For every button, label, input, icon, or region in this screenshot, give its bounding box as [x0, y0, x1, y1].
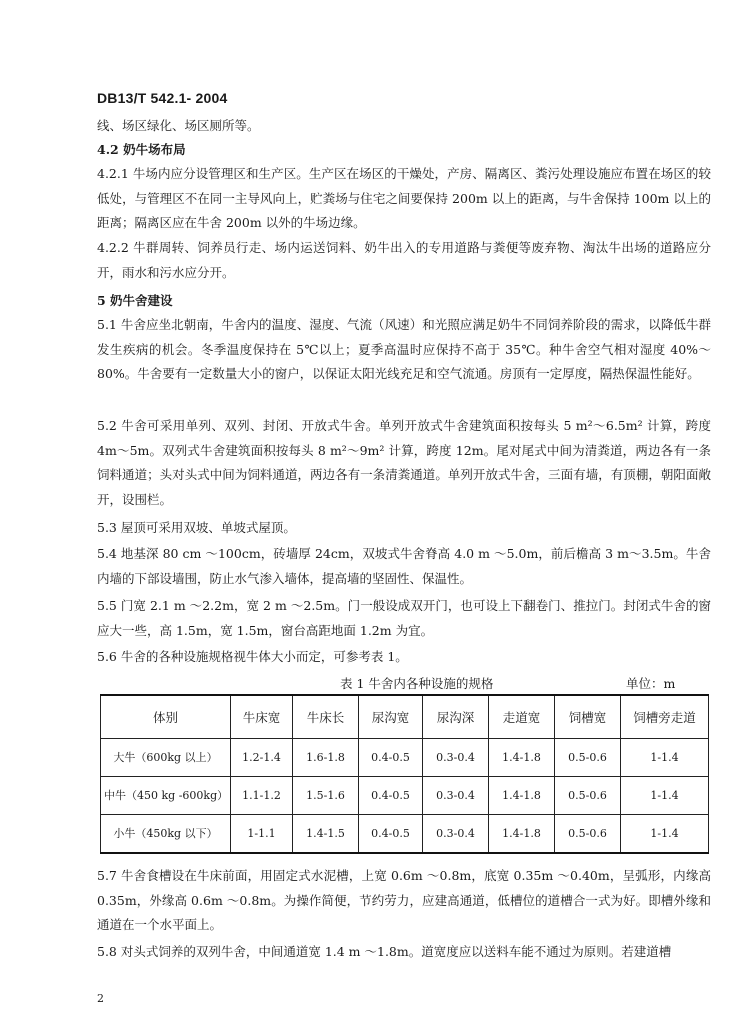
col-header-body-type: 体别: [101, 695, 231, 739]
table-cell: 1.1-1.2: [231, 776, 293, 814]
paragraph-5-5: 5.5 门宽 2.1 m ～2.2m，宽 2 m ～2.5m。门一般设成双开门，也可设上下翻卷门、推拉门。封闭式牛舍的窗应大一些，高 1.5m，宽 1.5m，窗台高距地面 1.2m 为宜。: [97, 598, 711, 638]
paragraph-continuation: 线、场区绿化、场区厕所等。: [97, 118, 260, 133]
col-header-aisle-width: 走道宽: [489, 695, 555, 739]
paragraph-5-1: 5.1 牛舍应坐北朝南，牛舍内的温度、湿度、气流（风速）和光照应满足奶牛不同饲养阶段的需求，以降低牛群发生疾病的机会。冬季温度保持在 5℃以上；夏季高温时应保持不高于 35℃。种牛舍空气相对湿度 40%～80%。牛舍要有一定数量大小的窗户，以保证太阳光线充足和空气流通。房顶有一定厚度，隔热保温性能好。: [97, 317, 711, 381]
col-header-gutter-depth: 尿沟深: [423, 695, 489, 739]
table-cell: 0.4-0.5: [359, 776, 423, 814]
table-cell: 0.5-0.6: [555, 776, 621, 814]
paragraph-4-2-1: 4.2.1 牛场内应分设管理区和生产区。生产区在场区的干燥处，产房、隔离区、粪污处理设施应布置在场区的较低处，与管理区不在同一主导风向上，贮粪场与住宅之间要保持 200m 以上的距离，与牛舍保持 100m 以上的距离；隔离区应在牛舍 200m 以外的牛场边缘。: [97, 166, 711, 230]
table-cell: 0.5-0.6: [555, 739, 621, 777]
col-header-trough-width: 饲槽宽: [555, 695, 621, 739]
col-header-trough-aisle: 饲槽旁走道: [621, 695, 709, 739]
table-header-row: [101, 695, 709, 739]
paragraph-5-8: 5.8 对头式饲养的双列牛舍，中间通道宽 1.4 m ～1.8m。道宽度应以送料车能不通过为原则。若建道槽: [97, 944, 672, 959]
table-cell: 0.3-0.4: [423, 814, 489, 853]
table-unit: 单位：m: [626, 676, 676, 691]
table-cell: 1.4-1.5: [293, 814, 359, 853]
table-cell: 1.2-1.4: [231, 739, 293, 777]
table-cell: 1.6-1.8: [293, 739, 359, 777]
table-cell: 0.4-0.5: [359, 739, 423, 777]
table-caption: 表 1 牛舍内各种设施的规格: [340, 676, 494, 691]
paragraph-5-7: 5.7 牛舍食槽设在牛床前面，用固定式水泥槽，上宽 0.6m ～0.8m，底宽 0.35m ～0.40m，呈弧形，内缘高 0.35m，外缘高 0.6m ～0.8m。为操作简便，节约劳力，应建高通道，低槽位的道槽合一式为好。即槽外缘和通道在一个水平面上。: [97, 868, 711, 932]
section-heading-4-2: 4.2 奶牛场布局: [97, 142, 186, 157]
table-cell: 0.4-0.5: [359, 814, 423, 853]
table-cell: 1.4-1.8: [489, 776, 555, 814]
table-cell: 1-1.4: [621, 739, 709, 777]
col-header-stall-length: 牛床长: [293, 695, 359, 739]
table-cell: 1.4-1.8: [489, 739, 555, 777]
col-header-gutter-width: 尿沟宽: [359, 695, 423, 739]
paragraph-5-3: 5.3 屋顶可采用双坡、单坡式屋顶。: [97, 520, 296, 535]
table-cell: 1.4-1.8: [489, 814, 555, 853]
table-cell: 0.3-0.4: [423, 776, 489, 814]
table-cell: 1-1.1: [231, 814, 293, 853]
table-cell: 大牛（600kg 以上）: [101, 739, 231, 777]
page-number: 2: [97, 992, 104, 1005]
paragraph-4-2-2: 4.2.2 牛群周转、饲养员行走、场内运送饲料、奶牛出入的专用道路与粪便等废弃物、淘汰牛出场的道路应分开，雨水和污水应分开。: [97, 240, 711, 280]
table-cell: 0.3-0.4: [423, 739, 489, 777]
table-cell: 1.5-1.6: [293, 776, 359, 814]
paragraph-5-4: 5.4 地基深 80 cm ～100cm，砖墙厚 24cm，双坡式牛舍脊高 4.0 m ～5.0m，前后檐高 3 m～3.5m。牛舍内墙的下部设墙围，防止水气渗入墙体，提高墙的坚固性、保温性。: [97, 546, 711, 586]
col-header-stall-width: 牛床宽: [231, 695, 293, 739]
table-cell: 1-1.4: [621, 776, 709, 814]
table-cell: 中牛（450 kg -600kg）: [101, 776, 231, 814]
section-heading-5: 5 奶牛舍建设: [97, 293, 173, 308]
paragraph-5-2: 5.2 牛舍可采用单列、双列、封闭、开放式牛舍。单列开放式牛舍建筑面积按每头 5 m²～6.5m² 计算，跨度 4m～5m。双列式牛舍建筑面积按每头 8 m²～9m² 计算，跨度 12m。尾对尾式中间为清粪道，两边各有一条饲料通道；头对头式中间为饲料通道，两边各有一条清粪通道。单列开放式牛舍，三面有墙，有顶棚，朝阳面敞开，设围栏。: [97, 418, 711, 507]
table-row: [101, 814, 709, 853]
paragraph-5-6: 5.6 牛舍的各种设施规格视牛体大小而定，可参考表 1。: [97, 649, 408, 664]
table-cell: 1-1.4: [621, 814, 709, 853]
table-row: [101, 739, 709, 777]
standard-code-header: DB13/T 542.1- 2004: [97, 90, 228, 106]
table-cell: 0.5-0.6: [555, 814, 621, 853]
table-row: [101, 776, 709, 814]
facility-spec-table: [100, 694, 709, 854]
table-cell: 小牛（450kg 以下）: [101, 814, 231, 853]
